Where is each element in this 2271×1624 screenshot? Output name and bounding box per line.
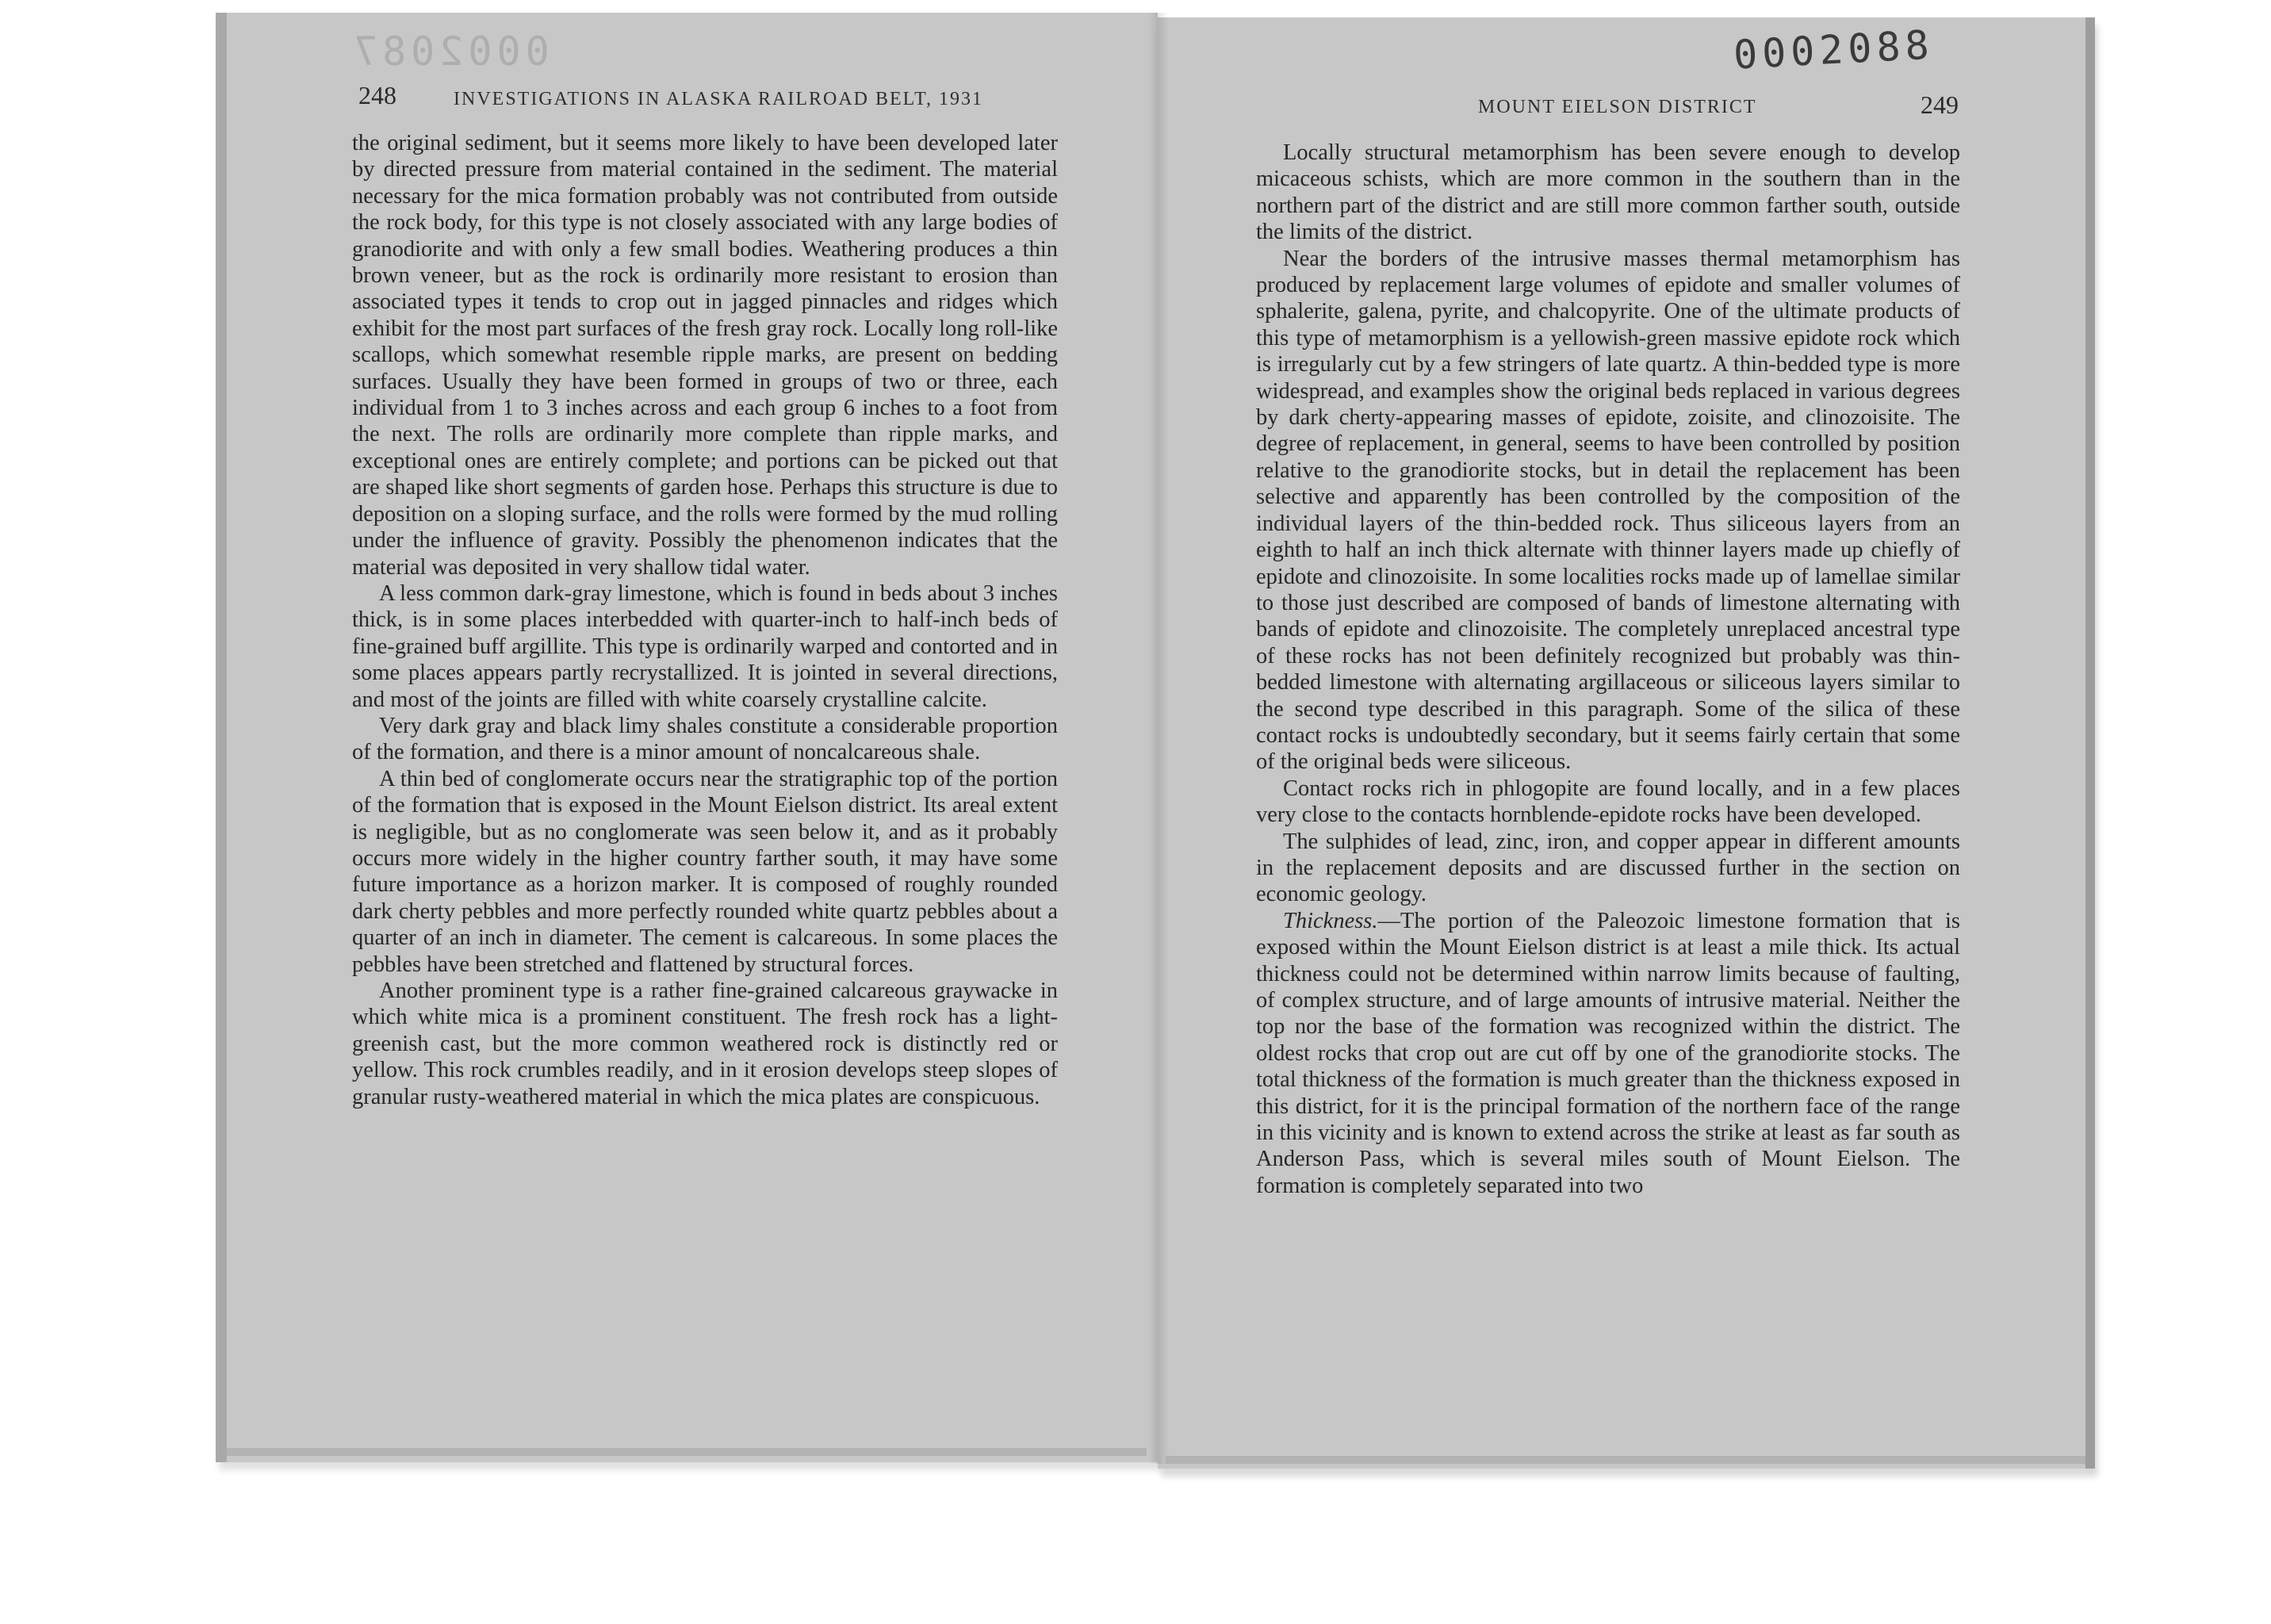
- paragraph: Very dark gray and black limy shales constitute a considerable proportion of the formation, and there is a minor amount of noncalcareous shale.: [352, 713, 1058, 765]
- paragraph: A less common dark-gray limestone, which is found in beds about 3 inches thick, is in some places interbedded with quarter-inch to half-inch beds of fine-grained buff argillite. This type is ordinarily warped and contorted and in some places appears partly recrystallized. It is jointed in several directions, and most of the joints are filled with white coarsely crystalline calcite.: [352, 580, 1058, 712]
- right-running-head: MOUNT EIELSON DISTRICT: [1478, 97, 1757, 117]
- paragraph: Locally structural metamorphism has been severe enough to develop micaceous schists, which are more common in the southern than in the northern part of the district and are still more common farther south, outside the limits of the district.: [1256, 140, 1960, 245]
- thickness-paragraph: [1256, 908, 1960, 1199]
- left-body-text: [352, 130, 1058, 1110]
- book-gutter: [1148, 13, 1169, 1464]
- paragraph: The sulphides of lead, zinc, iron, and copper appear in different amounts in the replacement deposits and are discussed further in the section on economic geology.: [1256, 829, 1960, 907]
- right-page-edge: [1166, 1456, 2085, 1464]
- document-stamp: 0002088: [1732, 21, 1936, 79]
- left-running-head: INVESTIGATIONS IN ALASKA RAILROAD BELT, 1931: [454, 89, 983, 109]
- thickness-text: —The portion of the Paleozoic limestone formation that is exposed within the Mount Eielson district is at least a mile thick. Its actual thickness could not be determined within narrow limits because of faulting, of complex structure, and of large amounts of intrusive material. Neither the top nor the base of the formation was recognized within the district. The oldest rocks that crop out are cut off by one of the granodiorite stocks. The total thickness of the formation is much greater than the thickness exposed in this district, for it is the principal formation of the northern face of the range in this vicinity and is known to extend across the strike at least as far south as Anderson Pass, which is several miles south of Mount Eielson. The formation is completely separated into two: [1256, 908, 1960, 1198]
- right-page-number: 249: [1921, 90, 1959, 119]
- left-page-number: 248: [358, 81, 396, 109]
- paragraph: Near the borders of the intrusive masses thermal metamorphism has produced by replacement large volumes of epidote and smaller volumes of sphalerite, galena, pyrite, and chalcopyrite. One of the ultimate products of this type of metamorphism is a yellowish-green massive epidote rock which is irregularly cut by a few stringers of late quartz. A thin-bedded type is more widespread, and examples show the original beds replaced in various degrees by dark cherty-appearing masses of epidote, zoisite, and clinozoisite. The degree of replacement, in general, seems to have been controlled by position relative to the granodiorite stocks, but in detail the replacement has been selective and apparently has been controlled by the composition of the individual layers of the thin-bedded rock. Thus siliceous layers from an eighth to half an inch thick alternate with thinner layers made up chiefly of epidote and clinozoisite. In some localities rocks made up of lamellae similar to those just described are composed of bands of limestone alternating with bands of epidote and clinozoisite. The completely unreplaced ancestral type of these rocks has not been definitely recognized but probably was thin-bedded limestone with alternating argillaceous or siliceous layers similar to the second type described in this paragraph. Some of the silica of these contact rocks is undoubtedly secondary, but it seems fairly certain that some of the original beds were siliceous.: [1256, 246, 1960, 775]
- ghost-stamp-bleedthrough: 0002087: [349, 29, 550, 75]
- right-body-text: [1256, 140, 1960, 1199]
- paragraph: Another prominent type is a rather fine-grained calcareous graywacke in which white mica is a prominent constituent. The fresh rock has a light-greenish cast, but the more common weathered rock is distinctly red or yellow. This rock crumbles readily, and in it erosion develops steep slopes of granular rusty-weathered material in which the mica plates are conspicuous.: [352, 979, 1058, 1109]
- left-page-edge: [227, 1448, 1147, 1456]
- paragraph: Contact rocks rich in phlogopite are found locally, and in a few places very close to the contacts hornblende-epidote rocks have been developed.: [1256, 776, 1960, 828]
- paragraph: A thin bed of conglomerate occurs near the stratigraphic top of the portion of the formation that is exposed in the Mount Eielson district. Its areal extent is negligible, but as no conglomerate was seen below it, and as it probably occurs more widely in the higher country farther south, it may have some future importance as a horizon marker. It is composed of roughly rounded dark cherty pebbles and more perfectly rounded white quartz pebbles about a quarter of an inch in diameter. The cement is calcareous. In some places the pebbles have been stretched and flattened by structural forces.: [352, 766, 1058, 977]
- thickness-heading: Thickness.: [1283, 908, 1378, 933]
- paragraph: the original sediment, but it seems more likely to have been developed later by directed pressure from material contained in the sediment. The material necessary for the mica formation probably was not contributed from outside the rock body, for this type is not closely associated with any large bodies of granodiorite and with only a few small bodies. Weathering produces a thin brown veneer, but as the rock is ordinarily more resistant to erosion than associated types it tends to crop out in jagged pinnacles and ridges which exhibit for the most part surfaces of the fresh gray rock. Locally long roll-like scallops, which somewhat resemble ripple marks, are present on bedding surfaces. Usually they have been formed in groups of two or three, each individual from 1 to 3 inches across and each group 6 inches to a foot from the next. The rolls are ordinarily more complete than ripple marks, and exceptional ones are entirely complete; and portions can be picked out that are shaped like short segments of garden hose. Perhaps this structure is due to deposition on a sloping surface, and the rolls were formed by the mud rolling under the influence of gravity. Possibly the phenomenon indicates that the material was deposited in very shallow tidal water.: [352, 131, 1058, 580]
